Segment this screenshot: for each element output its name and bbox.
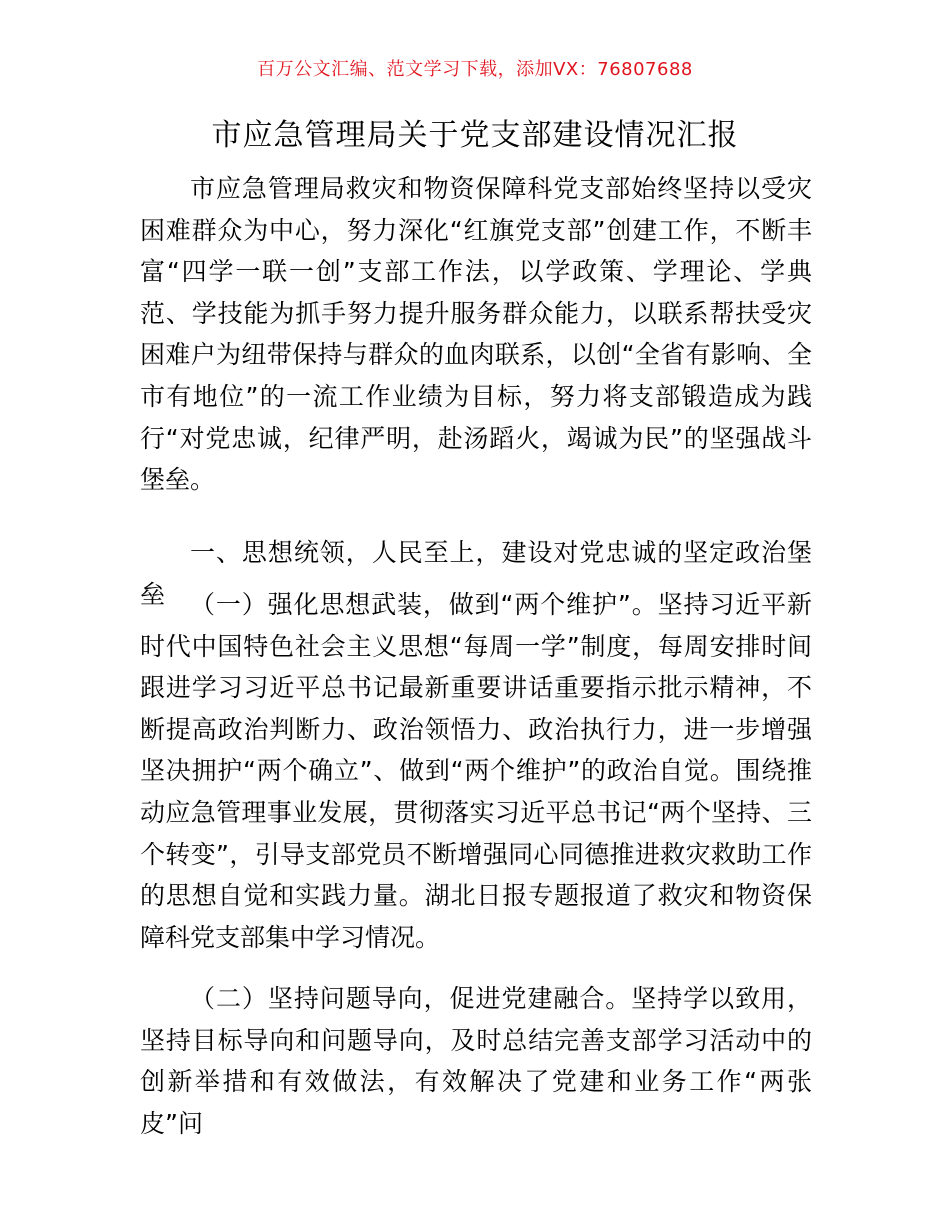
section-heading-1: 一、思想统领，人民至上，建设对党忠诚的坚定政治堡垒 xyxy=(140,538,812,609)
paragraph-subsection-2: （二）坚持问题导向，促进党建融合。坚持学以致用，坚持目标导向和问题导向，及时总结完善支部学习活动中的创新举措和有效做法，有效解决了党建和业务工作“两张皮”问 xyxy=(140,984,812,1138)
paragraph-intro: 市应急管理局救灾和物资保障科党支部始终坚持以受灾困难群众为中心，努力深化“红旗党支部”创建工作，不断丰富“四学一联一创”支部工作法，以学政策、学理论、学典范、学技能为抓手努力提升服务群众能力，以联系帮扶受灾困难户为纽带保持与群众的血肉联系，以创“全省有影响、全市有地位”的一流工作业绩为目标，努力将支部锻造成为践行“对党忠诚，纪律严明，赴汤蹈火，竭诚为民”的坚强战斗堡垒。 xyxy=(140,174,812,495)
document-title: 市应急管理局关于党支部建设情况汇报 xyxy=(211,118,739,153)
header-promo-note: 百万公文汇编、范文学习下载，添加VX：76807688 xyxy=(257,59,693,80)
paragraph-subsection-1: （一）强化思想武装，做到“两个维护”。坚持习近平新时代中国特色社会主义思想“每周一学”制度，每周安排时间跟进学习习近平总书记最新重要讲话重要指示批示精神，不断提高政治判断力、政治领悟力、政治执行力，进一步增强坚决拥护“两个确立”、做到“两个维护”的政治自觉。围绕推动应急管理事业发展，贯彻落实习近平总书记“两个坚持、三个转变”，引导支部党员不断增强同心同德推进救灾救助工作的思想自觉和实践力量。湖北日报专题报道了救灾和物资保障科党支部集中学习情况。 xyxy=(140,590,812,952)
